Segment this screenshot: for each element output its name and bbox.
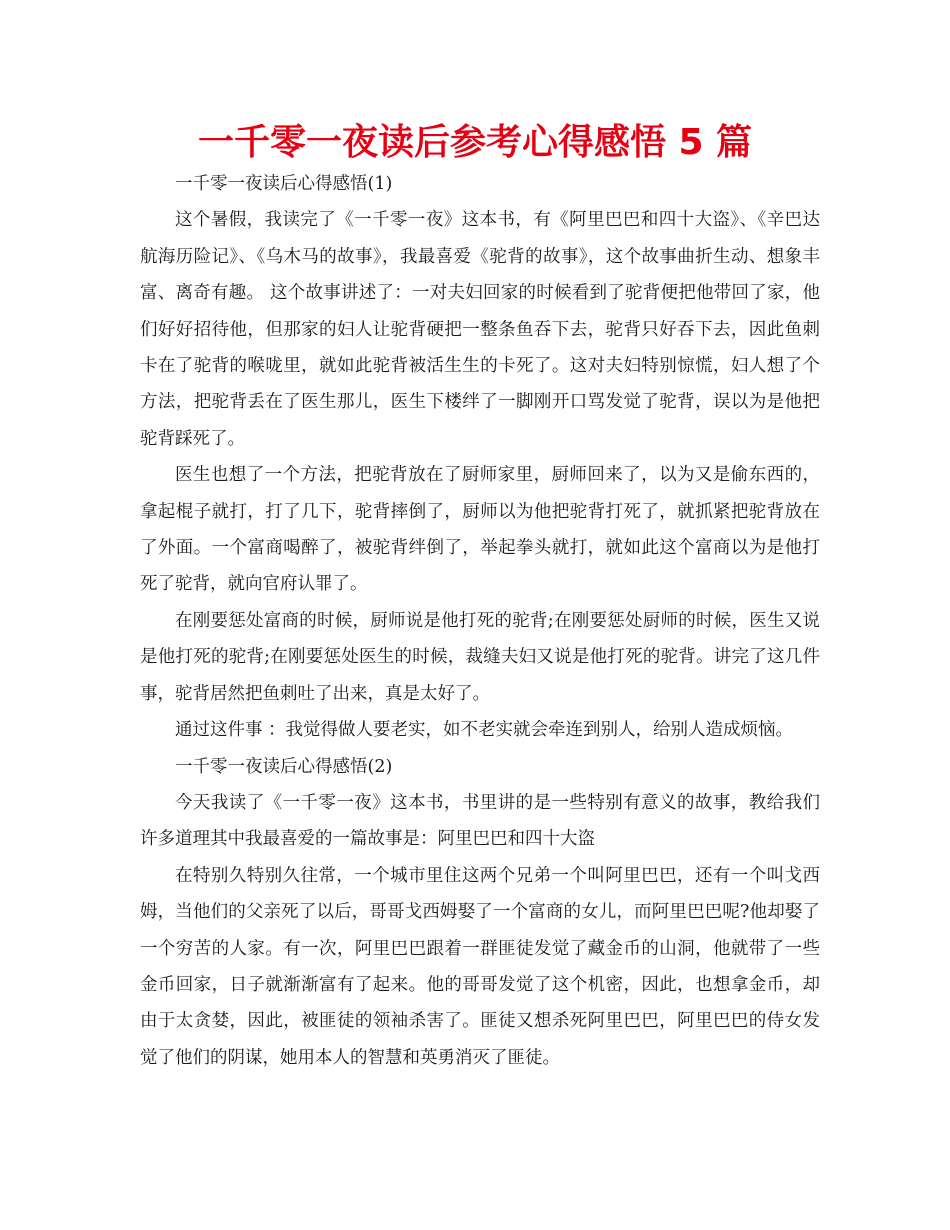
section-heading-2: 一千零一夜读后心得感悟(2) [175,756,393,777]
section-heading-1: 一千零一夜读后心得感悟(1) [175,174,393,194]
paragraph: 这个暑假，我读完了《一千零一夜》这本书，有《阿里巴巴和四十大盗》、《辛巴达航海历险记》、《乌木马的故事》，我最喜爱《驼背的故事》，这个故事曲折生动、想象丰富、离奇有趣。 这个故事讲述了：一对夫妇回家的时候看到了驼背便把他带回了家，他们好好招待他，但那家的妇人让驼背硬把一整条鱼吞下去，驼背只好吞下去，因此鱼刺卡在了驼背的喉咙里，就如此驼背被活生生的卡死了。这对夫妇特别惊慌，妇人想了个方法，把驼背丢在了医生那儿，医生下楼绊了一脚刚开口骂发觉了驼背，误以为是他把驼背踩死了。 [140,210,820,449]
paragraph: 通过这件事 ：我觉得做人要老实，如不老实就会牵连到别人，给别人造成烦恼。 [175,720,794,741]
document-body [140,166,820,1076]
paragraph: 在特别久特别久往常，一个城市里住这两个兄弟一个叫阿里巴巴，还有一个叫戈西姆，当他们的父亲死了以后，哥哥戈西姆娶了一个富商的女儿，而阿里巴巴呢?他却娶了一个穷苦的人家。有一次，阿里巴巴跟着一群匪徒发觉了藏金币的山洞，他就带了一些金币回家，日子就渐渐富有了起来。他的哥哥发觉了这个机密，因此，也想拿金币，却由于太贪婪，因此，被匪徒的领袖杀害了。匪徒又想杀死阿里巴巴，阿里巴巴的侍女发觉了他们的阴谋，她用本人的智慧和英勇消灭了匪徒。 [140,865,820,1068]
document-title: 一千零一夜读后参考心得感悟 5 篇 [197,122,753,163]
paragraph: 医生也想了一个方法，把驼背放在了厨师家里，厨师回来了，以为又是偷东西的，拿起棍子就打，打了几下，驼背摔倒了，厨师以为他把驼背打死了，就抓紧把驼背放在了外面。一个富商喝醉了，被驼背绊倒了，举起拳头就打，就如此这个富商以为是他打死了驼背，就向官府认罪了。 [140,465,820,595]
paragraph: 在刚要惩处富商的时候，厨师说是他打死的驼背;在刚要惩处厨师的时候，医生又说是他打死的驼背;在刚要惩处医生的时候，裁缝夫妇又说是他打死的驼背。讲完了这几件事，驼背居然把鱼刺吐了出来，真是太好了。 [140,610,820,704]
paragraph: 今天我读了《一千零一夜》这本书，书里讲的是一些特别有意义的故事，教给我们许多道理其中我最喜爱的一篇故事是：阿里巴巴和四十大盗 [140,792,820,850]
